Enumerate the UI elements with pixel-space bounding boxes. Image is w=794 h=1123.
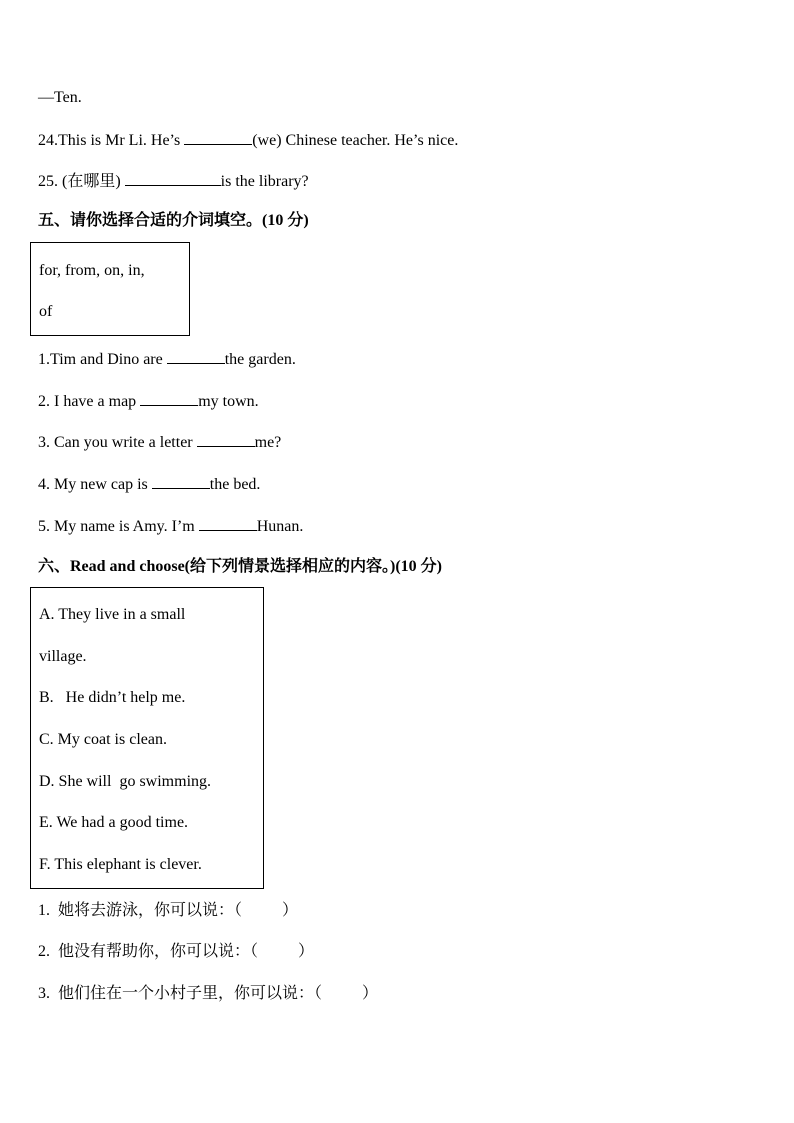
question-rest: the garden. (224, 351, 296, 368)
question-text: 1.Tim and Dino are (38, 351, 167, 368)
option-a: A. They live in a small (39, 606, 186, 623)
question-rest: the bed. (209, 476, 261, 493)
option-a-continued: village. (39, 648, 87, 665)
answer-blank[interactable] (197, 432, 255, 447)
question-text: 2. I have a map (38, 393, 141, 410)
section-6-question-2[interactable]: 2. 他没有帮助你，你可以说：（ ） (38, 943, 315, 960)
section-6-question-3[interactable]: 3. 他们住在一个小村子里，你可以说：（ ） (38, 985, 379, 1002)
answer-blank[interactable] (125, 171, 221, 186)
answer-blank[interactable] (140, 391, 198, 406)
option-f: F. This elephant is clever. (39, 856, 202, 873)
answer-blank[interactable] (184, 130, 252, 145)
option-e: E. We had a good time. (39, 814, 189, 831)
section-5-question-1 (38, 349, 296, 370)
option-b: B. He didn’t help me. (39, 689, 186, 706)
question-text: 3. Can you write a letter (38, 434, 197, 451)
section-5-question-5 (38, 516, 303, 537)
question-25-text: 25. (在哪里) (38, 173, 125, 190)
question-24 (38, 130, 458, 151)
word-bank-box (30, 242, 190, 336)
question-rest: me? (254, 434, 282, 451)
section-6-heading: 六、Read and choose(给下列情景选择相应的内容。)(10 分) (38, 558, 442, 575)
options-box (30, 587, 264, 889)
question-text: 4. My new cap is (38, 476, 152, 493)
section-5-question-3 (38, 432, 281, 453)
answer-blank[interactable] (152, 474, 210, 489)
option-c: C. My coat is clean. (39, 731, 167, 748)
section-5-heading: 五、请你选择合适的介词填空。(10 分) (38, 212, 309, 229)
question-24-text: 24.This is Mr Li. He’s (38, 132, 185, 149)
section-6-question-1[interactable]: 1. 她将去游泳，你可以说：（ ） (38, 902, 299, 919)
option-d: D. She will go swimming. (39, 773, 212, 790)
question-rest: Hunan. (256, 518, 304, 535)
word-bank-line-2: of (39, 303, 53, 320)
section-5-question-4 (38, 474, 260, 495)
answer-blank[interactable] (167, 349, 225, 364)
answer-ten: —Ten. (38, 89, 82, 106)
question-25-rest: is the library? (220, 173, 309, 190)
word-bank-line-1: for, from, on, in, (39, 262, 145, 279)
question-25 (38, 171, 309, 192)
question-rest: my town. (198, 393, 259, 410)
answer-blank[interactable] (199, 516, 257, 531)
section-5-question-2 (38, 391, 259, 412)
question-24-rest: (we) Chinese teacher. He’s nice. (252, 132, 459, 149)
question-text: 5. My name is Amy. I’m (38, 518, 199, 535)
